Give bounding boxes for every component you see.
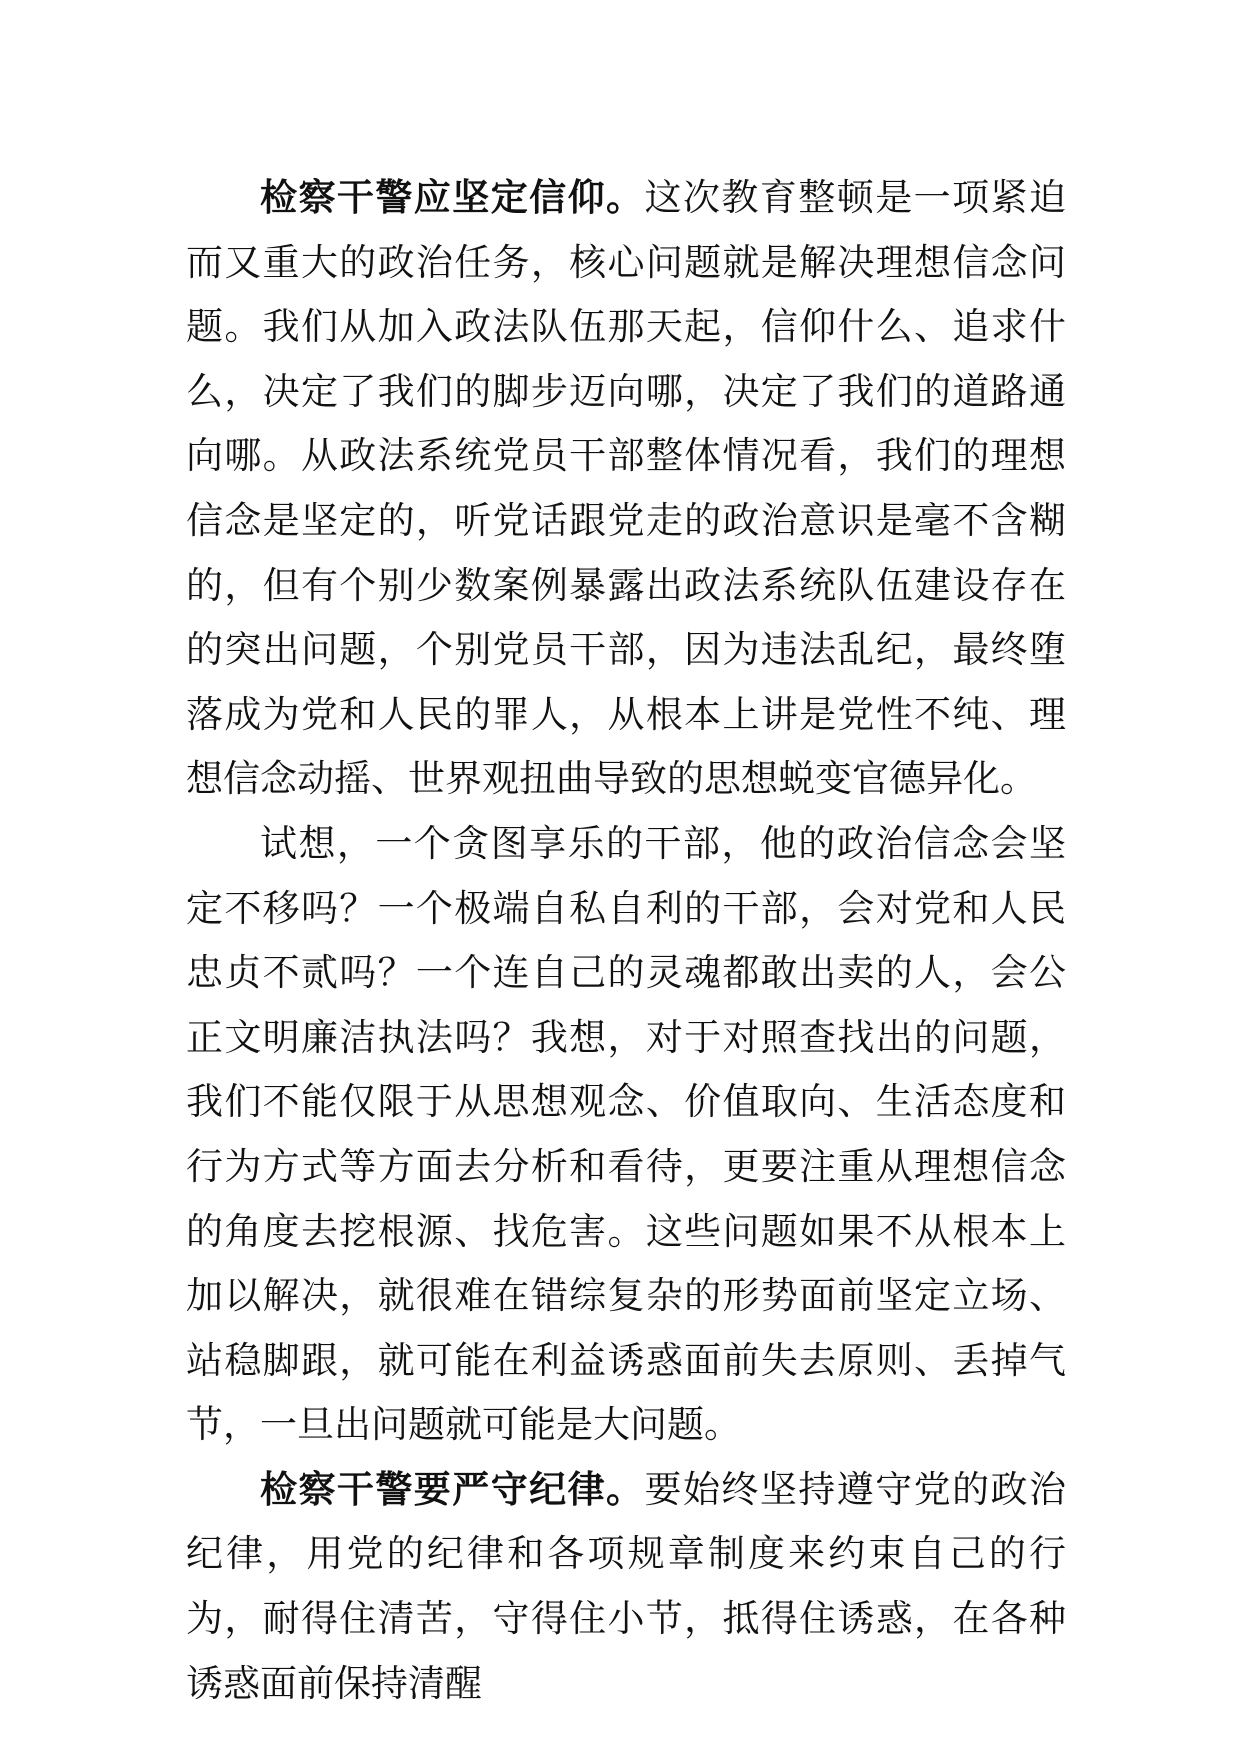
paragraph-text: 这次教育整顿是一项紧迫而又重大的政治任务，核心问题就是解决理想信念问题。我们从加入政法队伍那天起，信仰什么、追求什么，决定了我们的脚步迈向哪，决定了我们的道路通向哪。从政法系统党员干部整体情况看，我们的理想信念是坚定的，听党话跟党走的政治意识是毫不含糊的，但有个别少数案例暴露出政法系统队伍建设存在的突出问题，个别党员干部，因为违法乱纪，最终堕落成为党和人民的罪人，从根本上讲是党性不纯、理想信念动摇、世界观扭曲导致的思想蜕变官德异化。 <box>186 176 1066 801</box>
paragraph-text: 试想，一个贪图享乐的干部，他的政治信念会坚定不移吗？一个极端自私自利的干部，会对党和人民忠贞不贰吗？一个连自己的灵魂都敢出卖的人，会公正文明廉洁执法吗？我想，对于对照查找出的问题，我们不能仅限于从思想观念、价值取向、生活态度和行为方式等方面去分析和看待，更要注重从理想信念的角度去挖根源、找危害。这些问题如果不从根本上加以解决，就很难在错综复杂的形势面前坚定立场、站稳脚跟，就可能在利益诱惑面前失去原则、丢掉气节，一旦出问题就可能是大问题。 <box>186 821 1066 1447</box>
paragraph-text: 要始终坚持遵守党的政治纪律，用党的纪律和各项规章制度来约束自己的行为，耐得住清苦，守得住小节，抵得住诱惑，在各种诱惑面前保持清醒 <box>186 1467 1066 1705</box>
paragraph-faith <box>186 166 1066 812</box>
document-body <box>186 166 1066 1716</box>
paragraph-reflection <box>186 812 1066 1458</box>
paragraph-heading: 检察干警应坚定信仰。 <box>260 176 645 219</box>
paragraph-discipline <box>186 1458 1066 1716</box>
paragraph-heading: 检察干警要严守纪律。 <box>260 1467 645 1511</box>
